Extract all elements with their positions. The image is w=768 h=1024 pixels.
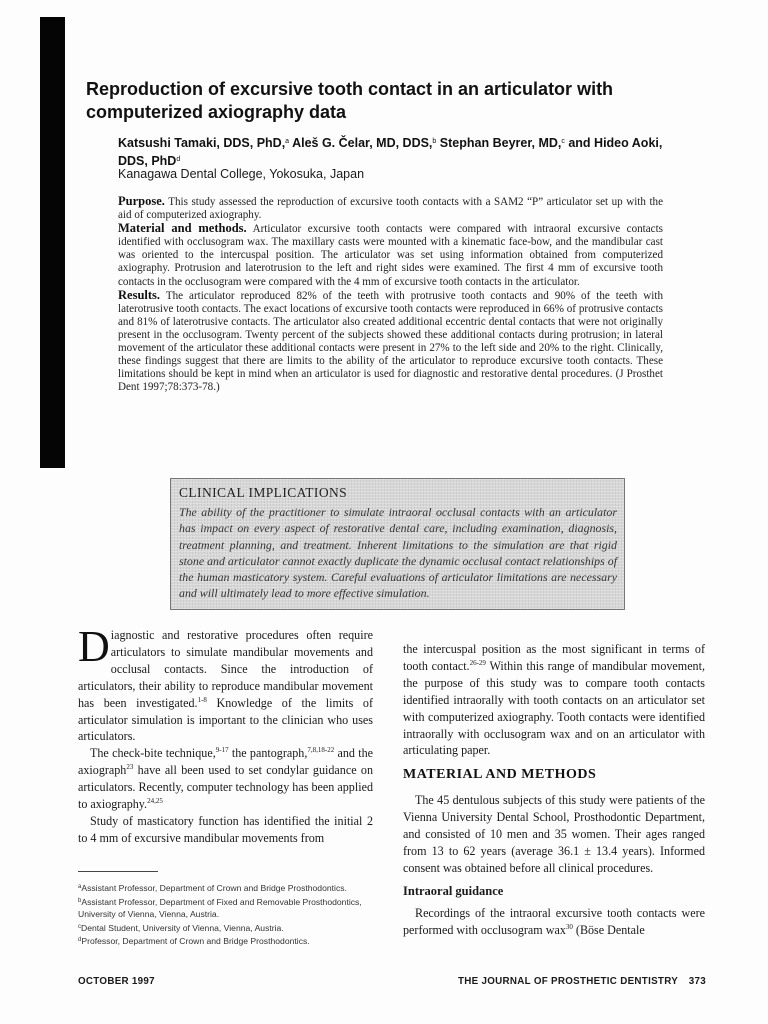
affiliation: Kanagawa Dental College, Yokosuka, Japan [118,167,365,181]
body-text: The check-bite technique, [90,746,216,761]
citation: 7,8,18-22 [307,746,335,755]
author-mark: a [285,138,290,145]
footnote-mark: d [78,937,82,944]
footnote-mark: c [78,923,81,930]
footnote-rule [78,871,158,872]
drop-cap: D [78,622,110,671]
citation: 30 [565,922,573,931]
footnote-mark: a [78,884,82,890]
body-text: (Böse Dentale [572,922,645,937]
abstract-label: Purpose. [118,194,165,208]
body-paragraph [403,641,705,759]
article-title: Reproduction of excursive tooth contact in an articulator with computerized axiography data [86,79,614,122]
abstract-text: The articulator reproduced 82% of the teeth with protrusive tooth contacts and 90% of the teeth with laterotrusive tooth contacts. The exact locations of excursive tooth contacts were reproduced in 66% of protrusive contacts and 81% of laterotrusive contacts. The articulator also created additional eccentric dental contacts that were not originally present in the occlusogram. Twenty percent of the subjects showed these additional contacts during protrusion; in lateral movement of the articulator these additional contacts were present in 27% to the left side and 20% to the right. Clinically, these findings suggest that there are limits to the ability of the articulator to reproduce excursive tooth contacts. These limitations should be kept in mind when an articulator is used for diagnostic and restorative dental procedures. (J Prosthet Dent 1997;78:373-78.) [118,289,664,394]
body-column-left [78,622,373,847]
subsection-heading: Intraoral guidance [403,883,504,898]
author-name: and Hideo Aoki, DDS, PhD [118,136,663,168]
body-paragraph: The 45 dentulous subjects of this study were patients of the Vienna University Dental School, Prosthodontic Department, and consisted of 10 men and 35 women. Their ages ranged from 13 to 62 years (average 36.1 ± 13.4 years). Informed consent was obtained before all clinical procedures. [403,793,705,875]
abstract-text: Articulator excursive tooth contacts were compared with intraoral excursive contacts identified with occlusogram wax. The maxillary casts were mounted with a kinematic face-bow, and the mandibular cast was oriented to the intercuspal position. The articulator was set using information obtained from computerized axiography. Protrusion and laterotrusion to the left and right sides were examined. The first 4 mm of excursive tooth contacts in the occlusogram were compared with the 4 mm of excursive tooth contacts in the articulator. [118,223,663,288]
citation: 23 [126,763,134,772]
body-text: Recordings of the intraoral excursive tooth contacts were performed with occlusogram wax [403,905,705,937]
body-text: have all been used to set condylar guidance on articulators. Recently, computer technology has been applied to axiography. [78,763,373,812]
body-text: iagnostic and restorative procedures often require articulators to simulate mandibular movements and occlusal contacts. Since the introduction of articulators, their ability to reproduce mandibular movement has been investigated. [78,628,373,710]
margin-bar [40,17,65,468]
body-paragraph [78,622,373,745]
abstract-methods [118,222,663,288]
body-text: the intercuspal position as the most significant in terms of tooth contact. [403,642,705,673]
clinical-implications-box [170,478,625,610]
citation: 24,25 [147,797,163,806]
body-text: Within this range of mandibular movement, the purpose of this study was to compare tooth contacts identified intraorally with tooth contacts on an articulator set with computerized axiography. Tooth contacts were identified intraorally with occlusogram wax and on an articulator with articulating paper. [403,658,705,758]
author-mark: b [432,138,437,145]
footnote [78,921,378,935]
body-text: the pantograph, [228,746,308,761]
abstract [118,195,663,394]
footnote-text: Assistant Professor, Department of Crown and Bridge Prosthodontics. [81,883,347,893]
clinical-implications-text: The ability of the practitioner to simulate intraoral occlusal contacts with an articulator has impact on every aspect of restorative dental care, including examination, diagnosis, treatment planning, and treatment. Inherent limitations to the simulation are that rigid stone and articulator cannot exactly duplicate the dynamic occlusal contact relationships of the human masticatory system. Careful evaluations of articulator limitations are necessary and will ultimately lead to more effective simulation. [179,505,617,601]
footnote [78,895,378,921]
footnote-text: Professor, Department of Crown and Bridge Prosthodontics. [81,936,310,947]
citation: 1-8 [197,695,207,704]
footnotes [78,881,378,948]
clinical-implications-heading: CLINICAL IMPLICATIONS [179,485,348,500]
body-text: Knowledge of the limits of articulator simulation is important to the clinician who uses articulators. [78,695,373,744]
citation: 9-17 [215,746,229,755]
body-paragraph: Study of masticatory function has identified the initial 2 to 4 mm of excursive mandibular movements from [78,813,373,845]
author-list [118,134,678,169]
author-mark: c [561,138,565,145]
abstract-results [118,289,663,395]
page-number: 373 [688,976,706,987]
footer-journal: THE JOURNAL OF PROSTHETIC DENTISTRY [458,976,679,987]
section-heading: MATERIAL AND METHODS [403,767,597,783]
citation: 26-29 [469,658,486,667]
body-column-right [403,641,705,939]
abstract-purpose [118,195,663,222]
footnote-text: Dental Student, University of Vienna, Vienna, Austria. [81,922,284,933]
footnote [78,934,378,948]
body-paragraph [78,745,373,813]
author-mark: d [176,155,181,163]
footnote [78,881,378,895]
author-name: Katsushi Tamaki, DDS, PhD, [118,136,286,150]
body-text: and the axiograph [78,746,373,778]
footnote-text: Assistant Professor, Department of Fixed and Removable Prosthodontics, University of Vienna, Vienna, Austria. [78,896,362,920]
footer-date: OCTOBER 1997 [78,976,155,987]
abstract-label: Results. [118,287,161,302]
author-name: Stephan Beyrer, MD, [436,136,562,150]
footer-journal-line [458,976,706,987]
footnote-mark: b [78,897,82,904]
author-name: Aleš G. Čelar, MD, DDS, [289,136,433,150]
abstract-text: This study assessed the reproduction of excursive tooth contacts with a SAM2 “P” articulator set up with the aid of computerized axiography. [118,196,664,222]
body-paragraph [403,905,705,939]
abstract-label: Material and methods. [118,221,247,236]
